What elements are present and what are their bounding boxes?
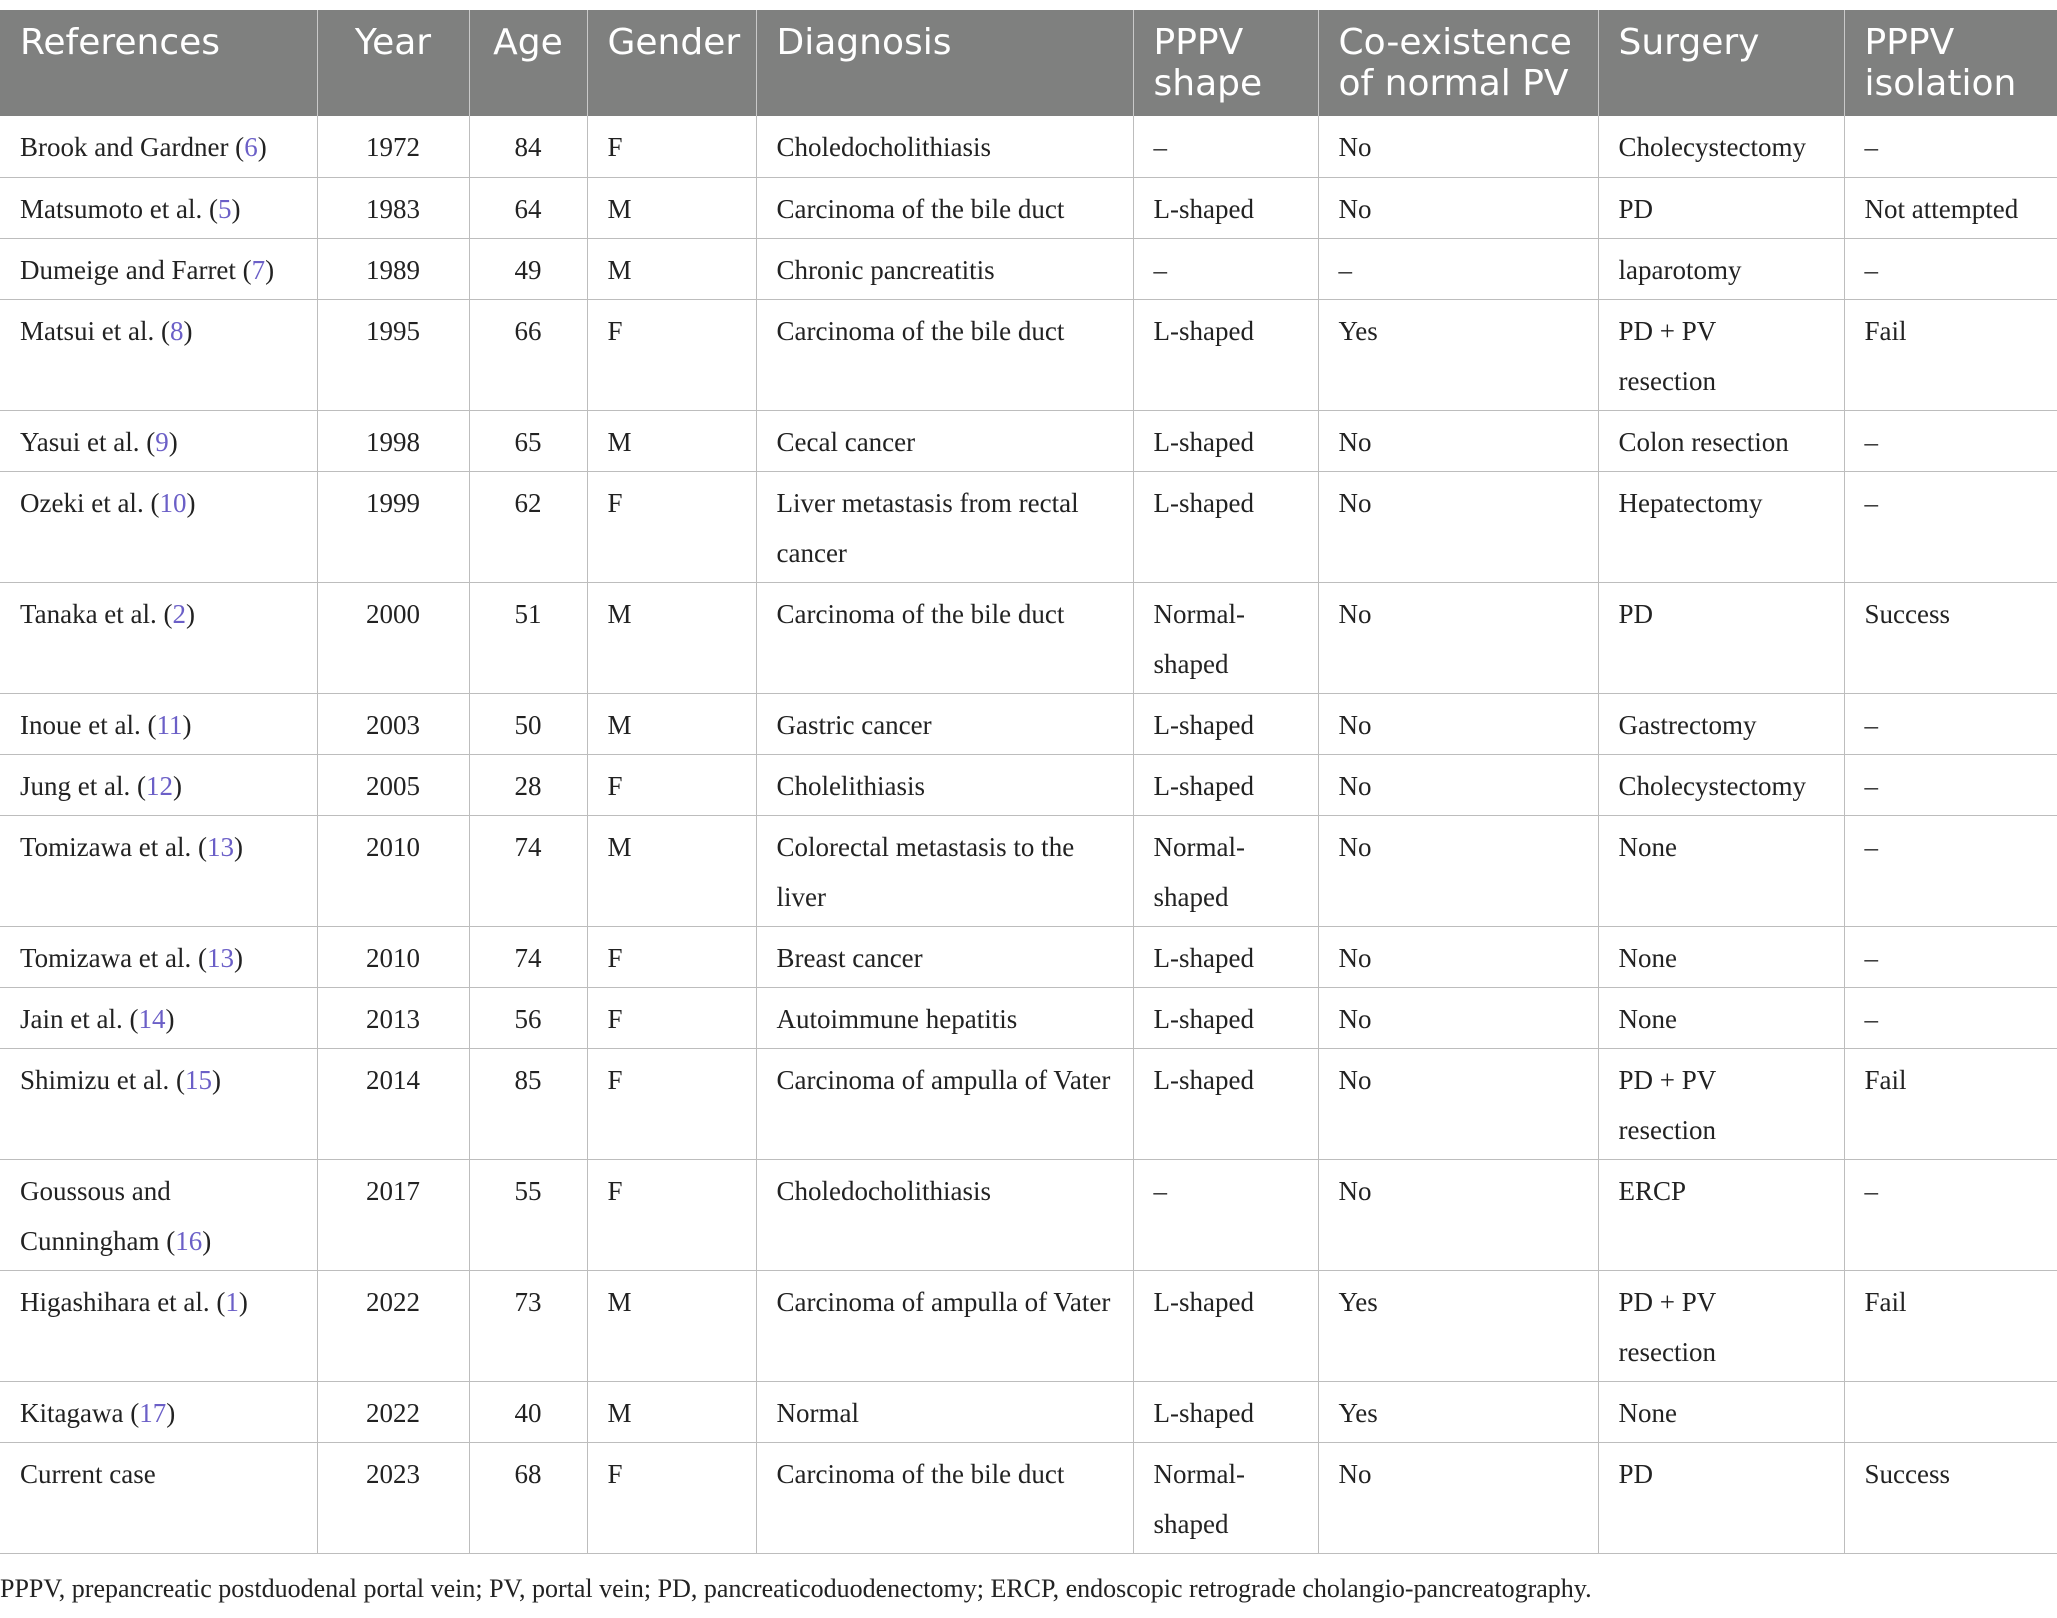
cell-coexistence: No	[1318, 926, 1598, 987]
cell-pppv-shape: –	[1133, 238, 1318, 299]
cell-diagnosis: Breast cancer	[756, 926, 1133, 987]
cell-year: 2010	[317, 926, 469, 987]
cell-diagnosis: Autoimmune hepatitis	[756, 987, 1133, 1048]
reference-close: )	[234, 831, 244, 862]
cell-age: 62	[469, 471, 587, 582]
table-row	[0, 1270, 2057, 1381]
table-row	[0, 116, 2057, 177]
cell-reference	[0, 1270, 317, 1381]
cell-pppv-shape: L-shaped	[1133, 987, 1318, 1048]
cell-surgery: PD + PV resection	[1598, 299, 1844, 410]
cell-age: 84	[469, 116, 587, 177]
reference-text: Goussous and Cunningham (	[20, 1175, 176, 1256]
cell-gender: F	[587, 987, 756, 1048]
reference-link[interactable]: 1	[225, 1286, 239, 1317]
table-row	[0, 1159, 2057, 1270]
cell-coexistence: No	[1318, 177, 1598, 238]
reference-close: )	[186, 598, 196, 629]
cell-gender: F	[587, 926, 756, 987]
cell-coexistence: No	[1318, 116, 1598, 177]
cell-reference	[0, 1048, 317, 1159]
reference-link[interactable]: 13	[207, 831, 235, 862]
cell-age: 56	[469, 987, 587, 1048]
table-row	[0, 754, 2057, 815]
reference-close: )	[238, 1286, 248, 1317]
cell-diagnosis: Choledocholithiasis	[756, 1159, 1133, 1270]
cell-diagnosis: Colorectal metastasis to the liver	[756, 815, 1133, 926]
cell-age: 73	[469, 1270, 587, 1381]
cell-gender: M	[587, 1381, 756, 1442]
table-row	[0, 1442, 2057, 1553]
cell-reference	[0, 693, 317, 754]
cell-coexistence: Yes	[1318, 1381, 1598, 1442]
reference-link[interactable]: 10	[159, 487, 187, 518]
header-gender: Gender	[587, 10, 756, 116]
cell-pppv-isolation: –	[1844, 1159, 2057, 1270]
cell-surgery: Cholecystectomy	[1598, 754, 1844, 815]
reference-close: )	[166, 1397, 176, 1428]
reference-text: Current case	[20, 1458, 156, 1489]
cell-age: 51	[469, 582, 587, 693]
cell-surgery: Gastrectomy	[1598, 693, 1844, 754]
cell-diagnosis: Normal	[756, 1381, 1133, 1442]
cell-age: 66	[469, 299, 587, 410]
cell-pppv-isolation: Fail	[1844, 299, 2057, 410]
cell-diagnosis: Cecal cancer	[756, 410, 1133, 471]
cell-year: 2000	[317, 582, 469, 693]
reference-text: Tanaka et al. (	[20, 598, 173, 629]
cell-pppv-shape: L-shaped	[1133, 1270, 1318, 1381]
cell-gender: M	[587, 238, 756, 299]
header-row	[0, 10, 2057, 116]
cell-reference	[0, 754, 317, 815]
cell-pppv-isolation: –	[1844, 926, 2057, 987]
reference-close: )	[183, 315, 193, 346]
cell-year: 2014	[317, 1048, 469, 1159]
cell-age: 85	[469, 1048, 587, 1159]
table-row	[0, 299, 2057, 410]
cell-pppv-shape: L-shaped	[1133, 754, 1318, 815]
cell-coexistence: –	[1318, 238, 1598, 299]
cell-coexistence: No	[1318, 815, 1598, 926]
cell-surgery: None	[1598, 1381, 1844, 1442]
cell-surgery: PD + PV resection	[1598, 1048, 1844, 1159]
reference-close: )	[202, 1225, 212, 1256]
header-references: References	[0, 10, 317, 116]
cell-pppv-shape: L-shaped	[1133, 471, 1318, 582]
cell-surgery: PD	[1598, 1442, 1844, 1553]
cell-reference	[0, 926, 317, 987]
cell-reference	[0, 299, 317, 410]
cell-coexistence: No	[1318, 410, 1598, 471]
cell-age: 64	[469, 177, 587, 238]
table-row	[0, 926, 2057, 987]
table-row	[0, 815, 2057, 926]
cell-reference	[0, 815, 317, 926]
reference-text: Tomizawa et al. (	[20, 942, 208, 973]
cell-year: 2005	[317, 754, 469, 815]
cell-reference	[0, 116, 317, 177]
reference-close: )	[257, 132, 267, 162]
cell-surgery: Hepatectomy	[1598, 471, 1844, 582]
cell-gender: F	[587, 471, 756, 582]
cell-coexistence: Yes	[1318, 299, 1598, 410]
cell-pppv-shape: L-shaped	[1133, 177, 1318, 238]
cell-reference	[0, 987, 317, 1048]
cell-pppv-isolation: –	[1844, 815, 2057, 926]
reference-text: Yasui et al. (	[20, 426, 156, 457]
cell-age: 68	[469, 1442, 587, 1553]
cell-coexistence: No	[1318, 693, 1598, 754]
cell-age: 49	[469, 238, 587, 299]
reference-text: Matsumoto et al. (	[20, 193, 218, 224]
cell-year: 1972	[317, 116, 469, 177]
cell-gender: F	[587, 1048, 756, 1159]
cell-year: 2003	[317, 693, 469, 754]
table-body	[0, 116, 2057, 1553]
cell-diagnosis: Carcinoma of the bile duct	[756, 299, 1133, 410]
cell-reference	[0, 1381, 317, 1442]
cell-surgery: Colon resection	[1598, 410, 1844, 471]
cell-reference	[0, 238, 317, 299]
cell-diagnosis: Carcinoma of the bile duct	[756, 177, 1133, 238]
reference-link[interactable]: 17	[139, 1397, 167, 1428]
table-row	[0, 238, 2057, 299]
cell-pppv-isolation: –	[1844, 410, 2057, 471]
reference-close: )	[182, 709, 192, 740]
table-row	[0, 471, 2057, 582]
reference-link[interactable]: 6	[244, 132, 258, 162]
header-coexistence: Co-existence of normal PV	[1318, 10, 1598, 116]
cell-pppv-isolation: Fail	[1844, 1270, 2057, 1381]
cell-surgery: None	[1598, 926, 1844, 987]
reference-close: )	[234, 942, 244, 973]
cell-diagnosis: Carcinoma of ampulla of Vater	[756, 1270, 1133, 1381]
cell-pppv-isolation: Not attempted	[1844, 177, 2057, 238]
reference-close: )	[168, 426, 178, 457]
reference-link[interactable]: 7	[251, 254, 266, 285]
reference-link[interactable]: 2	[172, 598, 187, 629]
cell-pppv-isolation: Fail	[1844, 1048, 2057, 1159]
table-row	[0, 1048, 2057, 1159]
cell-pppv-shape: L-shaped	[1133, 1381, 1318, 1442]
cell-year: 1999	[317, 471, 469, 582]
cell-surgery: Cholecystectomy	[1598, 116, 1844, 177]
reference-text: Dumeige and Farret (	[20, 254, 252, 285]
reference-close: )	[172, 770, 182, 801]
reference-link[interactable]: 11	[156, 709, 183, 740]
header-pppv-isolation: PPPV isolation	[1844, 10, 2057, 116]
table-row	[0, 987, 2057, 1048]
cell-age: 65	[469, 410, 587, 471]
cell-gender: F	[587, 754, 756, 815]
cell-pppv-shape: Normal-shaped	[1133, 1442, 1318, 1553]
cell-age: 74	[469, 815, 587, 926]
table-row	[0, 177, 2057, 238]
cell-coexistence: No	[1318, 1048, 1598, 1159]
reference-text: Tomizawa et al. (	[20, 831, 208, 862]
cell-diagnosis: Gastric cancer	[756, 693, 1133, 754]
cell-reference	[0, 410, 317, 471]
cell-gender: M	[587, 410, 756, 471]
cell-gender: F	[587, 116, 756, 177]
cell-year: 1995	[317, 299, 469, 410]
cell-age: 50	[469, 693, 587, 754]
cell-pppv-isolation: –	[1844, 754, 2057, 815]
reference-text: Kitagawa (	[20, 1397, 140, 1428]
cell-pppv-isolation: Success	[1844, 582, 2057, 693]
cell-coexistence: No	[1318, 987, 1598, 1048]
reference-link[interactable]: 9	[155, 426, 169, 457]
cell-surgery: None	[1598, 987, 1844, 1048]
cell-surgery: PD	[1598, 582, 1844, 693]
cell-pppv-isolation: –	[1844, 471, 2057, 582]
cell-gender: M	[587, 177, 756, 238]
cell-surgery: PD + PV resection	[1598, 1270, 1844, 1381]
cell-coexistence: No	[1318, 754, 1598, 815]
reference-link[interactable]: 15	[184, 1064, 212, 1095]
reference-link[interactable]: 8	[169, 315, 184, 346]
reference-link[interactable]: 13	[207, 942, 235, 973]
cell-diagnosis: Carcinoma of the bile duct	[756, 1442, 1133, 1553]
reference-text: Higashihara et al. (	[20, 1286, 226, 1317]
cell-gender: F	[587, 1442, 756, 1553]
reference-close: )	[265, 254, 275, 285]
cell-gender: M	[587, 1270, 756, 1381]
cell-year: 2013	[317, 987, 469, 1048]
cell-year: 2010	[317, 815, 469, 926]
reference-close: )	[231, 193, 241, 224]
cell-year: 2022	[317, 1381, 469, 1442]
table-container	[0, 10, 2057, 1554]
cell-pppv-isolation: –	[1844, 693, 2057, 754]
cell-gender: M	[587, 815, 756, 926]
cell-reference	[0, 177, 317, 238]
reference-link[interactable]: 14	[138, 1003, 166, 1034]
cell-coexistence: No	[1318, 1442, 1598, 1553]
cell-coexistence: No	[1318, 582, 1598, 693]
cell-surgery: PD	[1598, 177, 1844, 238]
cell-diagnosis: Chronic pancreatitis	[756, 238, 1133, 299]
cell-year: 1983	[317, 177, 469, 238]
reference-text: Brook and Gardner (	[20, 132, 245, 162]
header-age: Age	[469, 10, 587, 116]
header-year: Year	[317, 10, 469, 116]
cell-diagnosis: Cholelithiasis	[756, 754, 1133, 815]
table-row	[0, 582, 2057, 693]
table-row	[0, 693, 2057, 754]
reference-text: Jain et al. (	[20, 1003, 139, 1034]
cell-age: 55	[469, 1159, 587, 1270]
cell-pppv-isolation: –	[1844, 116, 2057, 177]
cell-pppv-shape: –	[1133, 116, 1318, 177]
cell-year: 1989	[317, 238, 469, 299]
cell-pppv-isolation: –	[1844, 238, 2057, 299]
table-row	[0, 410, 2057, 471]
cell-pppv-shape: L-shaped	[1133, 693, 1318, 754]
header-diagnosis: Diagnosis	[756, 10, 1133, 116]
cell-pppv-shape: Normal-shaped	[1133, 815, 1318, 926]
reference-text: Inoue et al. (	[20, 709, 157, 740]
cell-age: 40	[469, 1381, 587, 1442]
cell-pppv-shape: Normal-shaped	[1133, 582, 1318, 693]
cell-surgery: ERCP	[1598, 1159, 1844, 1270]
case-reports-table	[0, 10, 2057, 1554]
cell-pppv-isolation: Success	[1844, 1442, 2057, 1553]
reference-text: Shimizu et al. (	[20, 1064, 185, 1095]
cell-pppv-shape: L-shaped	[1133, 1048, 1318, 1159]
reference-link[interactable]: 5	[217, 193, 232, 224]
cell-coexistence: No	[1318, 471, 1598, 582]
cell-year: 1998	[317, 410, 469, 471]
reference-close: )	[186, 487, 196, 518]
cell-diagnosis: Choledocholithiasis	[756, 116, 1133, 177]
cell-year: 2022	[317, 1270, 469, 1381]
cell-pppv-shape: –	[1133, 1159, 1318, 1270]
table-footnote: PPPV, prepancreatic postduodenal portal vein; PV, portal vein; PD, pancreaticoduodenectomy; ERCP, endoscopic retrograde cholangio-pancreatography.	[0, 1574, 1592, 1603]
cell-diagnosis: Liver metastasis from rectal cancer	[756, 471, 1133, 582]
cell-diagnosis: Carcinoma of ampulla of Vater	[756, 1048, 1133, 1159]
cell-gender: M	[587, 693, 756, 754]
cell-coexistence: Yes	[1318, 1270, 1598, 1381]
cell-year: 2023	[317, 1442, 469, 1553]
cell-surgery: laparotomy	[1598, 238, 1844, 299]
reference-text: Jung et al. (	[20, 770, 146, 801]
cell-reference	[0, 1159, 317, 1270]
cell-coexistence: No	[1318, 1159, 1598, 1270]
reference-close: )	[211, 1064, 221, 1095]
cell-pppv-shape: L-shaped	[1133, 410, 1318, 471]
cell-reference	[0, 1442, 317, 1553]
table-row	[0, 1381, 2057, 1442]
cell-pppv-shape: L-shaped	[1133, 299, 1318, 410]
cell-pppv-isolation: –	[1844, 987, 2057, 1048]
cell-gender: F	[587, 1159, 756, 1270]
cell-gender: M	[587, 582, 756, 693]
header-surgery: Surgery	[1598, 10, 1844, 116]
cell-pppv-shape: L-shaped	[1133, 926, 1318, 987]
cell-pppv-isolation	[1844, 1381, 2057, 1442]
reference-close: )	[165, 1003, 175, 1034]
reference-text: Matsui et al. (	[20, 315, 170, 346]
header-pppv-shape: PPPV shape	[1133, 10, 1318, 116]
cell-age: 28	[469, 754, 587, 815]
cell-diagnosis: Carcinoma of the bile duct	[756, 582, 1133, 693]
reference-link[interactable]: 12	[145, 770, 173, 801]
cell-year: 2017	[317, 1159, 469, 1270]
cell-gender: F	[587, 299, 756, 410]
cell-reference	[0, 471, 317, 582]
cell-age: 74	[469, 926, 587, 987]
cell-surgery: None	[1598, 815, 1844, 926]
reference-text: Ozeki et al. (	[20, 487, 160, 518]
cell-reference	[0, 582, 317, 693]
reference-link[interactable]: 16	[175, 1225, 203, 1256]
